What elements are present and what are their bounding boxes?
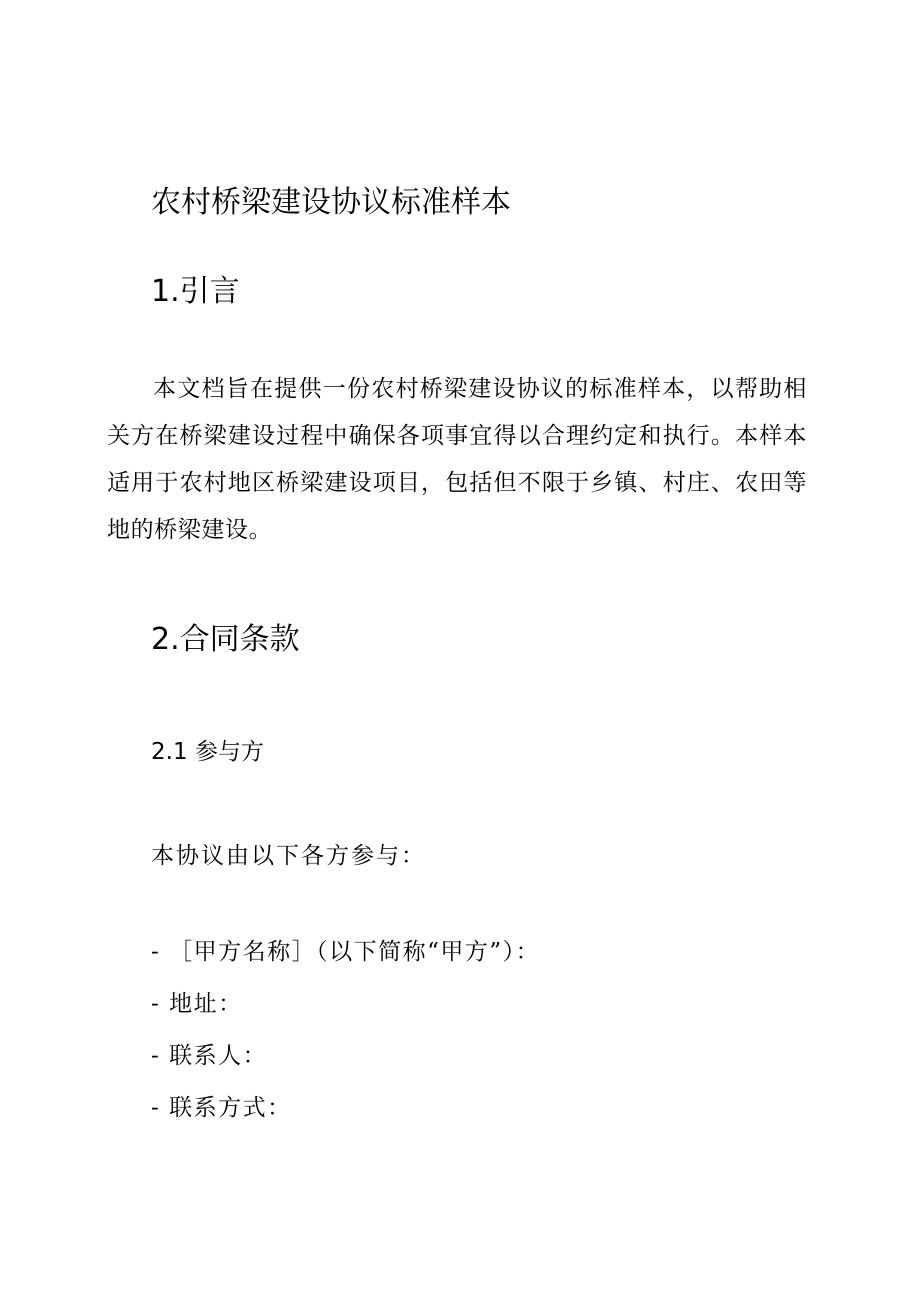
list-item-contact-info: - 联系方式：	[151, 1095, 292, 1121]
list-item-address: - 地址：	[151, 991, 243, 1017]
section-heading-contract-terms: 2.合同条款	[151, 622, 300, 657]
section-heading-introduction: 1.引言	[151, 274, 240, 309]
document-title: 农村桥梁建设协议标准样本	[151, 185, 511, 220]
introduction-paragraph: 本文档旨在提供一份农村桥梁建设协议的标准样本，以帮助相关方在桥梁建设过程中确保各项事宜得以合理约定和执行。本样本适用于农村地区桥梁建设项目，包括但不限于乡镇、村庄、农田等地的桥梁建设。	[107, 376, 807, 543]
subsection-heading-parties: 2.1 参与方	[151, 739, 264, 765]
list-item-contact-person: - 联系人：	[151, 1043, 268, 1069]
list-item-party-name: - ［甲方名称］（以下简称“甲方”）：	[151, 939, 541, 965]
parties-lead-text: 本协议由以下各方参与：	[151, 843, 426, 869]
parties-list	[151, 932, 540, 1140]
